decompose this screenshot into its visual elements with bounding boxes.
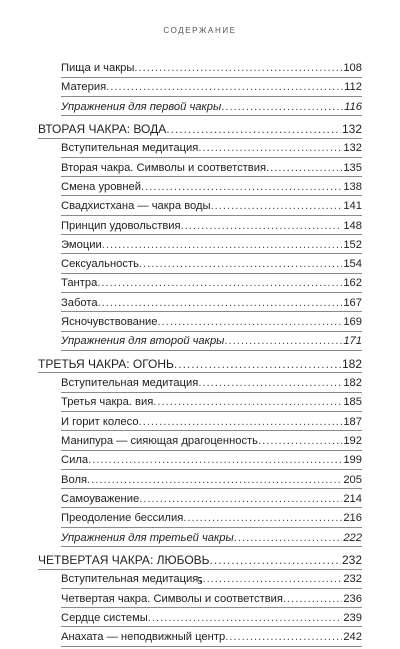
toc-entry-page: 112 [344, 81, 362, 94]
dot-leader [210, 552, 341, 569]
dot-leader [141, 179, 342, 196]
table-of-contents [38, 60, 362, 649]
toc-entry-title: Вступительная медитация [61, 377, 199, 390]
dot-leader [102, 237, 343, 254]
toc-entry-title: Вторая чакра. Символы и соответствия [61, 161, 267, 174]
page-number: 5 [197, 576, 203, 587]
dot-leader [139, 414, 343, 431]
dot-leader [98, 295, 343, 312]
toc-entry-page: 187 [343, 415, 362, 428]
toc-entry-title: Материя [61, 81, 107, 94]
toc-entry-title: Вступительная медитация [61, 142, 199, 155]
toc-exercise-entry [61, 333, 362, 351]
toc-entry-page: 205 [343, 473, 362, 486]
toc-entry-page: 141 [343, 200, 362, 213]
dot-leader [198, 140, 342, 157]
toc-entry [61, 218, 362, 236]
toc-entry-title: Манипура — сияющая драгоценность [61, 435, 259, 448]
toc-entry-page: 169 [343, 316, 362, 329]
toc-entry [61, 314, 362, 332]
dot-leader [153, 394, 342, 411]
toc-entry-title: Принцип удовольствия [61, 219, 181, 232]
toc-entry [61, 629, 362, 647]
toc-entry-title: Воля [61, 473, 88, 486]
toc-chapter-heading [38, 121, 362, 139]
toc-entry-page: 152 [343, 238, 362, 251]
dot-leader [88, 452, 342, 469]
toc-entry-page: 132 [341, 122, 362, 137]
toc-exercise-entry [61, 99, 362, 117]
toc-entry-page: 182 [343, 377, 362, 390]
toc-entry-title: Преодоление бессилия [61, 512, 184, 525]
toc-entry [61, 510, 362, 528]
dot-leader [183, 510, 342, 527]
dot-leader [266, 160, 342, 177]
toc-entry-title: Сексуальность [61, 258, 139, 271]
toc-entry-title: Третья чакра. вия [61, 396, 154, 409]
toc-entry [61, 591, 362, 609]
dot-leader [234, 530, 343, 547]
toc-entry-title: Анахата — неподвижный центр [61, 631, 226, 644]
toc-entry-page: 182 [341, 356, 362, 371]
toc-entry-page: 162 [343, 277, 362, 290]
dot-leader [139, 491, 342, 508]
toc-entry-page: 232 [343, 573, 362, 586]
toc-entry-title: Самоуважение [61, 492, 140, 505]
toc-entry-page: 116 [344, 100, 362, 113]
toc-entry-title: Ясночувствование [61, 316, 158, 329]
toc-entry-title: Четвертая чакра. Символы и соответствия [61, 592, 283, 605]
toc-entry-page: 199 [343, 454, 362, 467]
toc-entry-title: Вступительная медитация [61, 573, 199, 586]
toc-entry [61, 394, 362, 412]
toc-entry-page: 232 [341, 553, 362, 568]
toc-entry-title: Сердце системы [61, 611, 148, 624]
toc-entry-page: 148 [343, 219, 362, 232]
dot-leader [224, 333, 342, 350]
toc-entry-page: 135 [343, 161, 362, 174]
toc-entry-title: ВТОРАЯ ЧАКРА: ВОДА [38, 122, 167, 137]
dot-leader [211, 198, 343, 215]
toc-entry-page: 222 [343, 531, 362, 544]
toc-entry [61, 610, 362, 628]
dot-leader [181, 218, 343, 235]
dot-leader [87, 472, 342, 489]
toc-entry-title: ТРЕТЬЯ ЧАКРА: ОГОНЬ [38, 356, 174, 371]
toc-entry-page: 239 [343, 611, 362, 624]
toc-entry-page: 192 [343, 435, 362, 448]
dot-leader [148, 610, 343, 627]
toc-entry [61, 140, 362, 158]
dot-leader [166, 121, 341, 138]
dot-leader [139, 256, 342, 273]
dot-leader [174, 356, 341, 373]
dot-leader [283, 591, 342, 608]
toc-entry-page: 154 [343, 258, 362, 271]
toc-exercise-entry [61, 530, 362, 548]
toc-entry [61, 256, 362, 274]
dot-leader [134, 60, 342, 77]
running-header: СОДЕРЖАНИЕ [163, 26, 237, 35]
toc-entry [61, 275, 362, 293]
toc-chapter-heading [38, 356, 362, 374]
toc-entry-title: Сила [61, 454, 89, 467]
toc-entry-page: 108 [343, 62, 362, 74]
toc-entry-title: Эмоции [61, 238, 102, 251]
toc-entry [61, 452, 362, 470]
toc-entry-title: Пища и чакры [61, 62, 135, 74]
toc-entry-page: 242 [343, 631, 362, 644]
dot-leader [221, 99, 343, 116]
dot-leader [97, 275, 342, 292]
toc-entry [61, 433, 362, 451]
toc-entry-title: И горит колесо [61, 415, 139, 428]
toc-entry-page: 138 [343, 180, 362, 193]
toc-entry-page: 214 [343, 492, 362, 505]
toc-chapter-heading [38, 552, 362, 570]
toc-entry-page: 185 [343, 396, 362, 409]
dot-leader [258, 433, 342, 450]
toc-entry [61, 295, 362, 313]
toc-entry-page: 167 [343, 296, 362, 309]
toc-entry [61, 472, 362, 490]
toc-entry [61, 198, 362, 216]
toc-entry-title: Упражнения для третьей чакры [61, 531, 234, 544]
toc-entry-title: Смена уровней [61, 180, 142, 193]
toc-entry [61, 179, 362, 197]
toc-entry-page: 132 [343, 142, 362, 155]
toc-entry [61, 414, 362, 432]
toc-entry-title: Упражнения для второй чакры [61, 335, 225, 348]
toc-entry-page: 171 [343, 335, 362, 348]
toc-entry [61, 79, 362, 97]
toc-entry-title: Упражнения для первой чакры [61, 100, 222, 113]
toc-entry-title: Тантра [61, 277, 98, 290]
dot-leader [225, 629, 342, 646]
toc-entry [61, 60, 362, 78]
toc-entry [61, 160, 362, 178]
toc-entry-title: ЧЕТВЕРТАЯ ЧАКРА: ЛЮБОВЬ [38, 553, 210, 568]
toc-entry-page: 216 [343, 512, 362, 525]
dot-leader [198, 375, 342, 392]
toc-entry [61, 237, 362, 255]
toc-entry-title: Свадхистхана — чакра воды [61, 200, 211, 213]
toc-entry [61, 491, 362, 509]
dot-leader [158, 314, 343, 331]
dot-leader [106, 79, 343, 96]
toc-entry-page: 236 [343, 592, 362, 605]
toc-entry-title: Забота [61, 296, 98, 309]
toc-entry [61, 375, 362, 393]
